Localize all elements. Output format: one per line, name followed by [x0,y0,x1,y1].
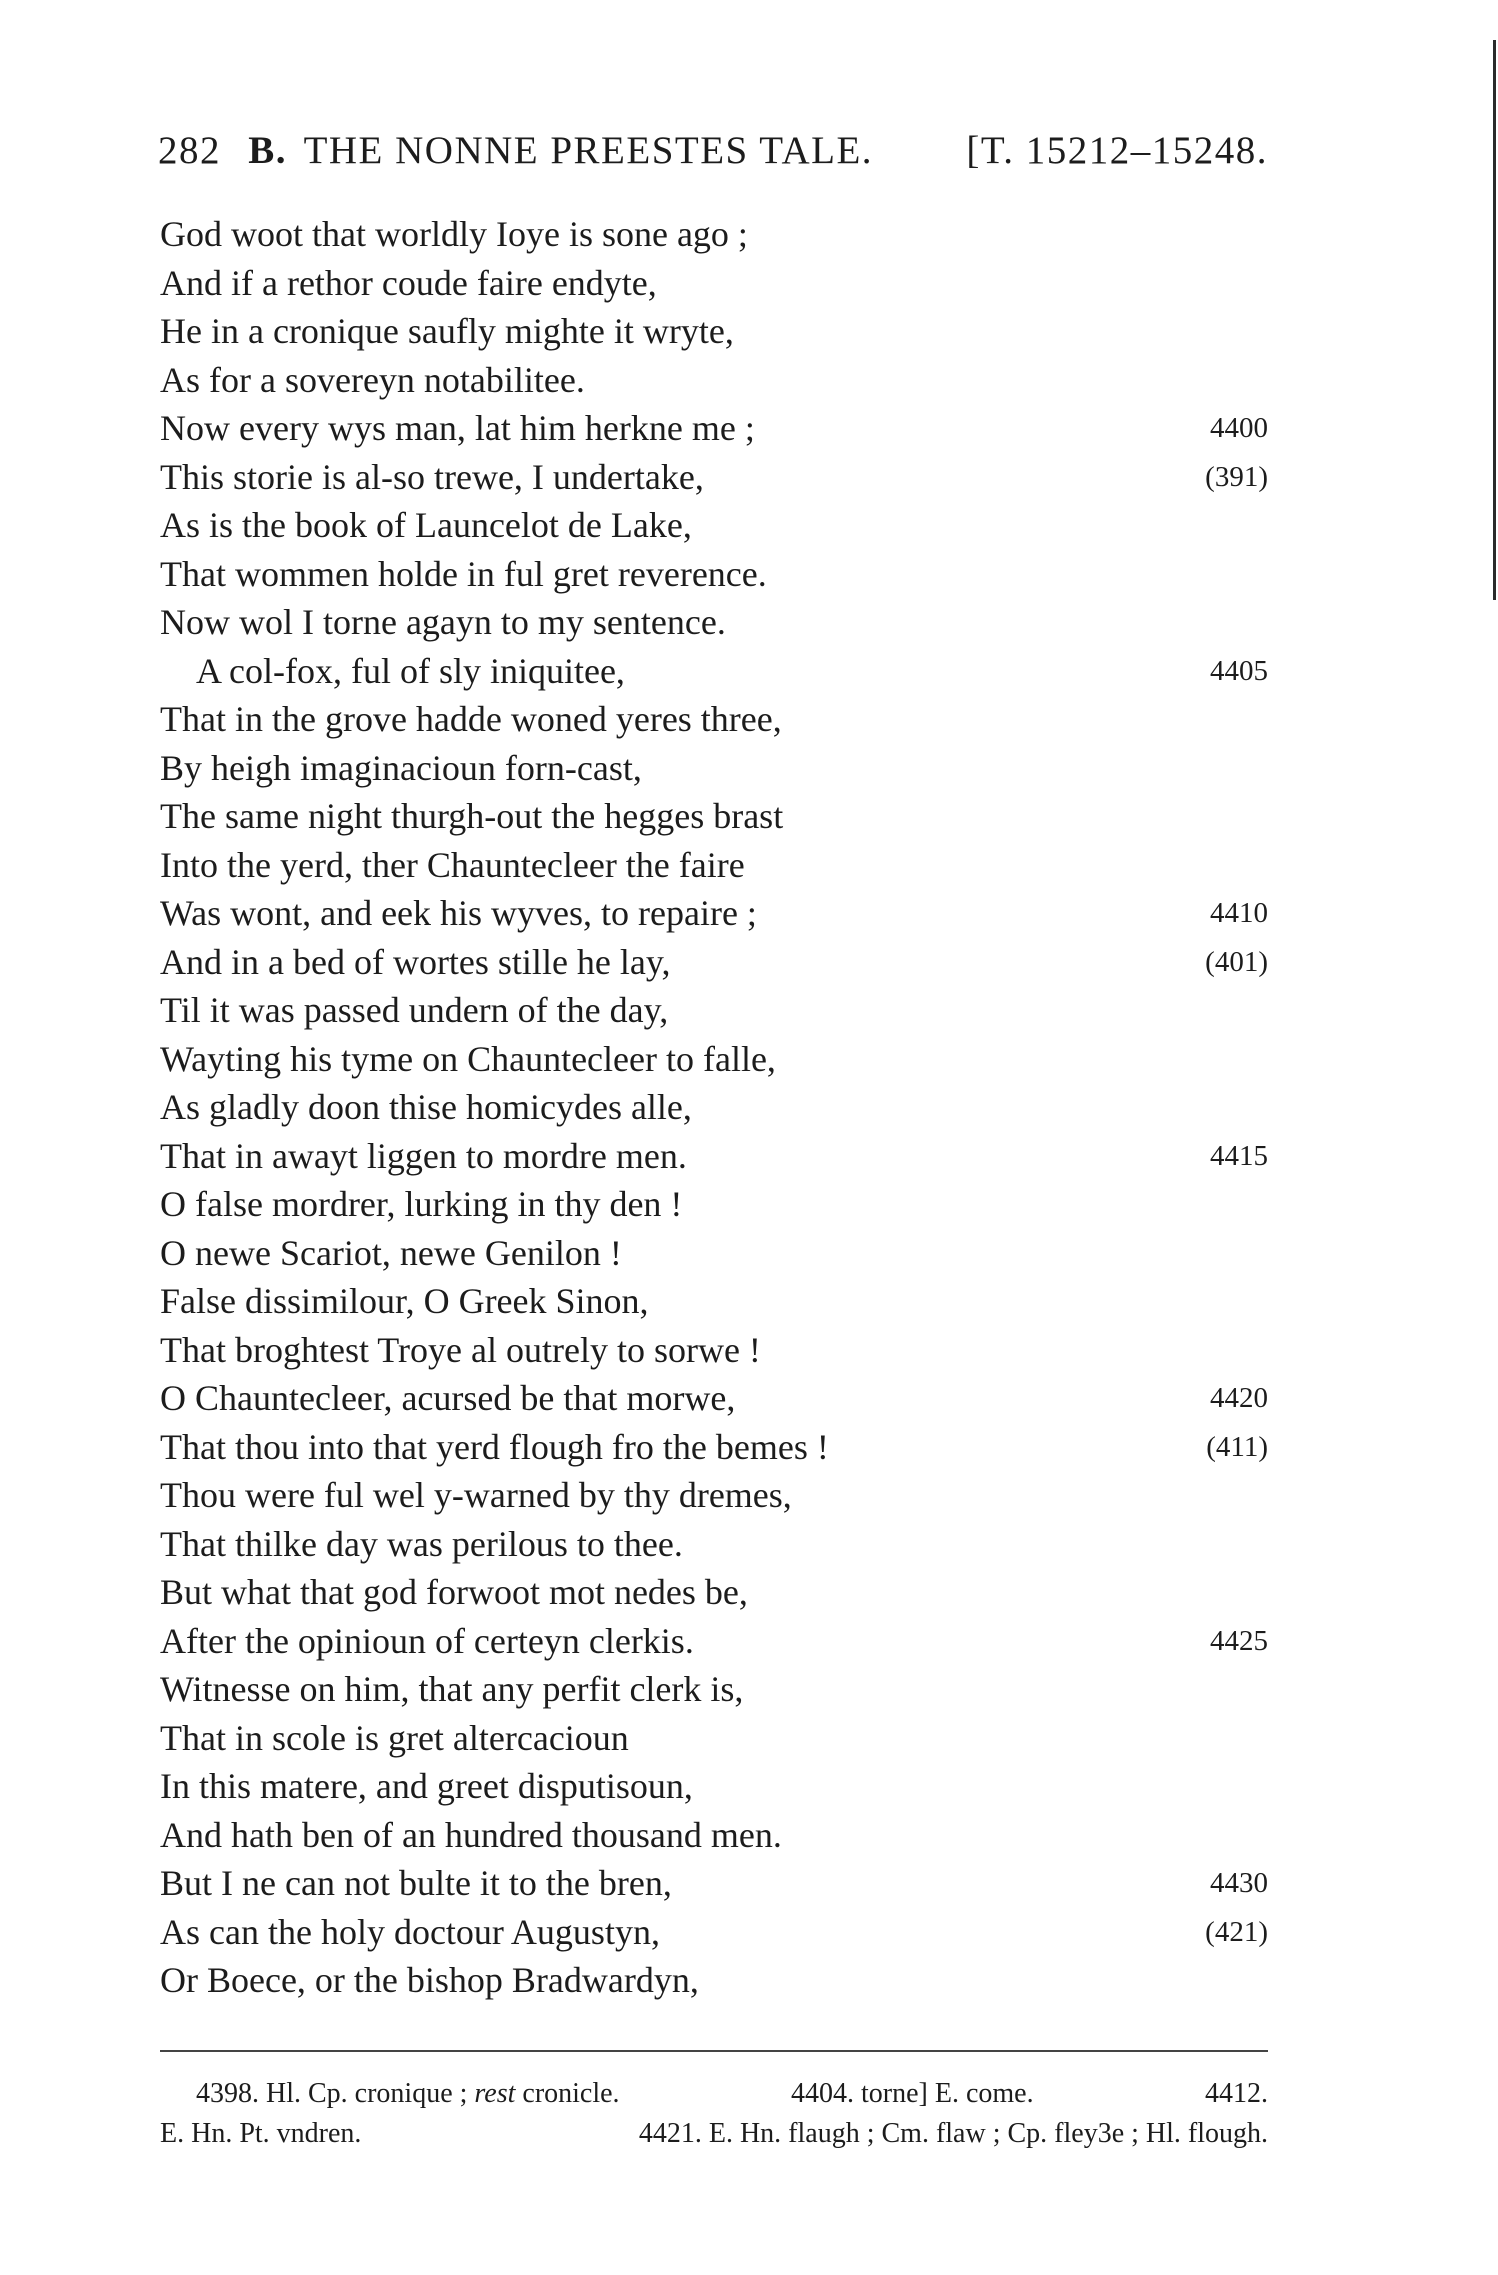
verse-line [160,307,1268,356]
verse-line [160,1568,1268,1617]
verse-line [160,889,1268,938]
verse-line-text: And in a bed of wortes stille he lay, [160,941,671,982]
verse-line [160,1423,1268,1472]
footnote-line [160,2114,1268,2154]
verse-line-text: After the opinioun of certeyn clerkis. [160,1620,694,1661]
verse-line [160,1956,1268,2005]
section-letter: B. [248,129,288,172]
verse-line-text: Into the yerd, ther Chauntecleer the faire [160,844,745,885]
line-number: 4420 [1210,1382,1268,1414]
verse-line [160,1132,1268,1181]
verse-line-text: And hath ben of an hundred thousand men. [160,1814,782,1855]
running-header [158,128,1268,173]
verse-line [160,1811,1268,1860]
verse-line [160,1471,1268,1520]
verse-line-text: That thou into that yerd flough fro the bemes ! [160,1426,829,1467]
verse-line [160,1277,1268,1326]
verse-line-text: Witnesse on him, that any perfit clerk is, [160,1669,744,1709]
verse-line [160,938,1268,987]
verse-line-text: He in a cronique saufly mighte it wryte, [160,311,734,351]
verse-line-text: That broghtest Troye al outrely to sorwe ! [160,1329,761,1370]
line-number: 4430 [1210,1867,1268,1899]
verse-line-text: As for a sovereyn notabilitee. [160,359,585,400]
verse-line [160,1908,1268,1957]
line-number: (401) [1205,945,1268,978]
footnote-4421: 4421. E. Hn. flaugh ; Cm. flaw ; Cp. fley3e ; Hl. flough. [638,2118,1268,2149]
line-number: 4405 [1210,654,1268,687]
verse-line [160,647,1268,696]
verse-line [160,259,1268,308]
line-number: (411) [1206,1430,1268,1463]
verse-line [160,356,1268,405]
line-number: 4415 [1210,1139,1268,1172]
footnote-line [160,2074,1268,2114]
verse-line [160,695,1268,744]
verse-line [160,1714,1268,1763]
verse-line [160,1180,1268,1229]
verse-line [160,1859,1268,1908]
footnote-divider [160,2050,1268,2052]
verse-line-text: O Chauntecleer, acursed be that morwe, [160,1378,736,1418]
verse-line-text: A col-fox, ful of sly iniquitee, [196,650,625,691]
verse-line [160,1762,1268,1811]
verse-line [160,404,1268,453]
verse-line-text: Til it was passed undern of the day, [160,990,669,1030]
verse-line [160,210,1268,259]
line-number: (421) [1205,1915,1268,1948]
footnote-4412-number: 4412. [1205,2078,1268,2109]
verse-line-text: Was wont, and eek his wyves, to repaire ; [160,893,757,933]
verse-line-text: In this matere, and greet disputisoun, [160,1766,693,1806]
footnote-4412-text: E. Hn. Pt. vndren. [160,2118,362,2149]
footnotes [160,2074,1268,2154]
verse-line-text: But I ne can not bulte it to the bren, [160,1863,672,1903]
verse-line-text: God woot that worldly Ioye is sone ago ; [160,214,748,254]
verse-line-text: Thou were ful wel y-warned by thy dremes, [160,1475,792,1515]
verse-line-text: This storie is al-so trewe, I undertake, [160,456,704,497]
verse-line-text: By heigh imaginacioun forn-cast, [160,747,642,788]
verse-line [160,1617,1268,1666]
line-number: (391) [1205,460,1268,493]
line-number: 4400 [1210,412,1268,444]
line-number: 4410 [1210,897,1268,929]
verse-line-text: As gladly doon thise homicydes alle, [160,1087,692,1127]
verse-line-text: But what that god forwoot mot nedes be, [160,1572,748,1612]
verse-line [160,550,1268,599]
verse-text [160,210,1268,2005]
line-number: 4425 [1210,1624,1268,1657]
verse-line-text: That wommen holde in ful gret reverence. [160,553,767,594]
verse-line [160,1665,1268,1714]
verse-line-text: That in the grove hadde woned yeres three, [160,699,782,739]
verse-line-text: Or Boece, or the bishop Bradwardyn, [160,1960,699,2000]
verse-line-text: O newe Scariot, newe Genilon ! [160,1232,622,1273]
verse-line [160,744,1268,793]
verse-line-text: As is the book of Launcelot de Lake, [160,505,692,545]
verse-line-text: Now wol I torne agayn to my sentence. [160,602,726,642]
verse-line [160,986,1268,1035]
verse-line-text: And if a rethor coude faire endyte, [160,262,657,303]
verse-line-text: That in awayt liggen to mordre men. [160,1135,687,1176]
verse-line-text: Now every wys man, lat him herkne me ; [160,408,755,448]
verse-line-text: That thilke day was perilous to thee. [160,1523,683,1564]
verse-line [160,1229,1268,1278]
verse-line [160,501,1268,550]
verse-line-text: The same night thurgh-out the hegges brast [160,796,784,836]
page-edge-rule [1493,40,1496,600]
verse-line [160,792,1268,841]
verse-line [160,453,1268,502]
verse-line-text: False dissimilour, O Greek Sinon, [160,1281,649,1321]
verse-line-text: As can the holy doctour Augustyn, [160,1911,660,1952]
verse-line [160,1035,1268,1084]
verse-line [160,1520,1268,1569]
verse-line [160,1374,1268,1423]
running-title: THE NONNE PREESTES TALE. [303,129,874,172]
verse-line [160,1083,1268,1132]
tyrwhitt-line-range: [T. 15212–15248. [966,129,1268,172]
verse-line-text: O false mordrer, lurking in thy den ! [160,1184,683,1224]
page-number: 282 [158,129,221,172]
footnote-4404: 4404. torne] E. come. [790,2078,1034,2109]
footnote-4398: 4398. Hl. Cp. cronique ; rest cronicle. [196,2078,620,2109]
verse-line-text: That in scole is gret altercacioun [160,1717,629,1758]
verse-line [160,598,1268,647]
verse-line [160,841,1268,890]
verse-line-text: Wayting his tyme on Chauntecleer to falle, [160,1038,776,1079]
verse-line [160,1326,1268,1375]
